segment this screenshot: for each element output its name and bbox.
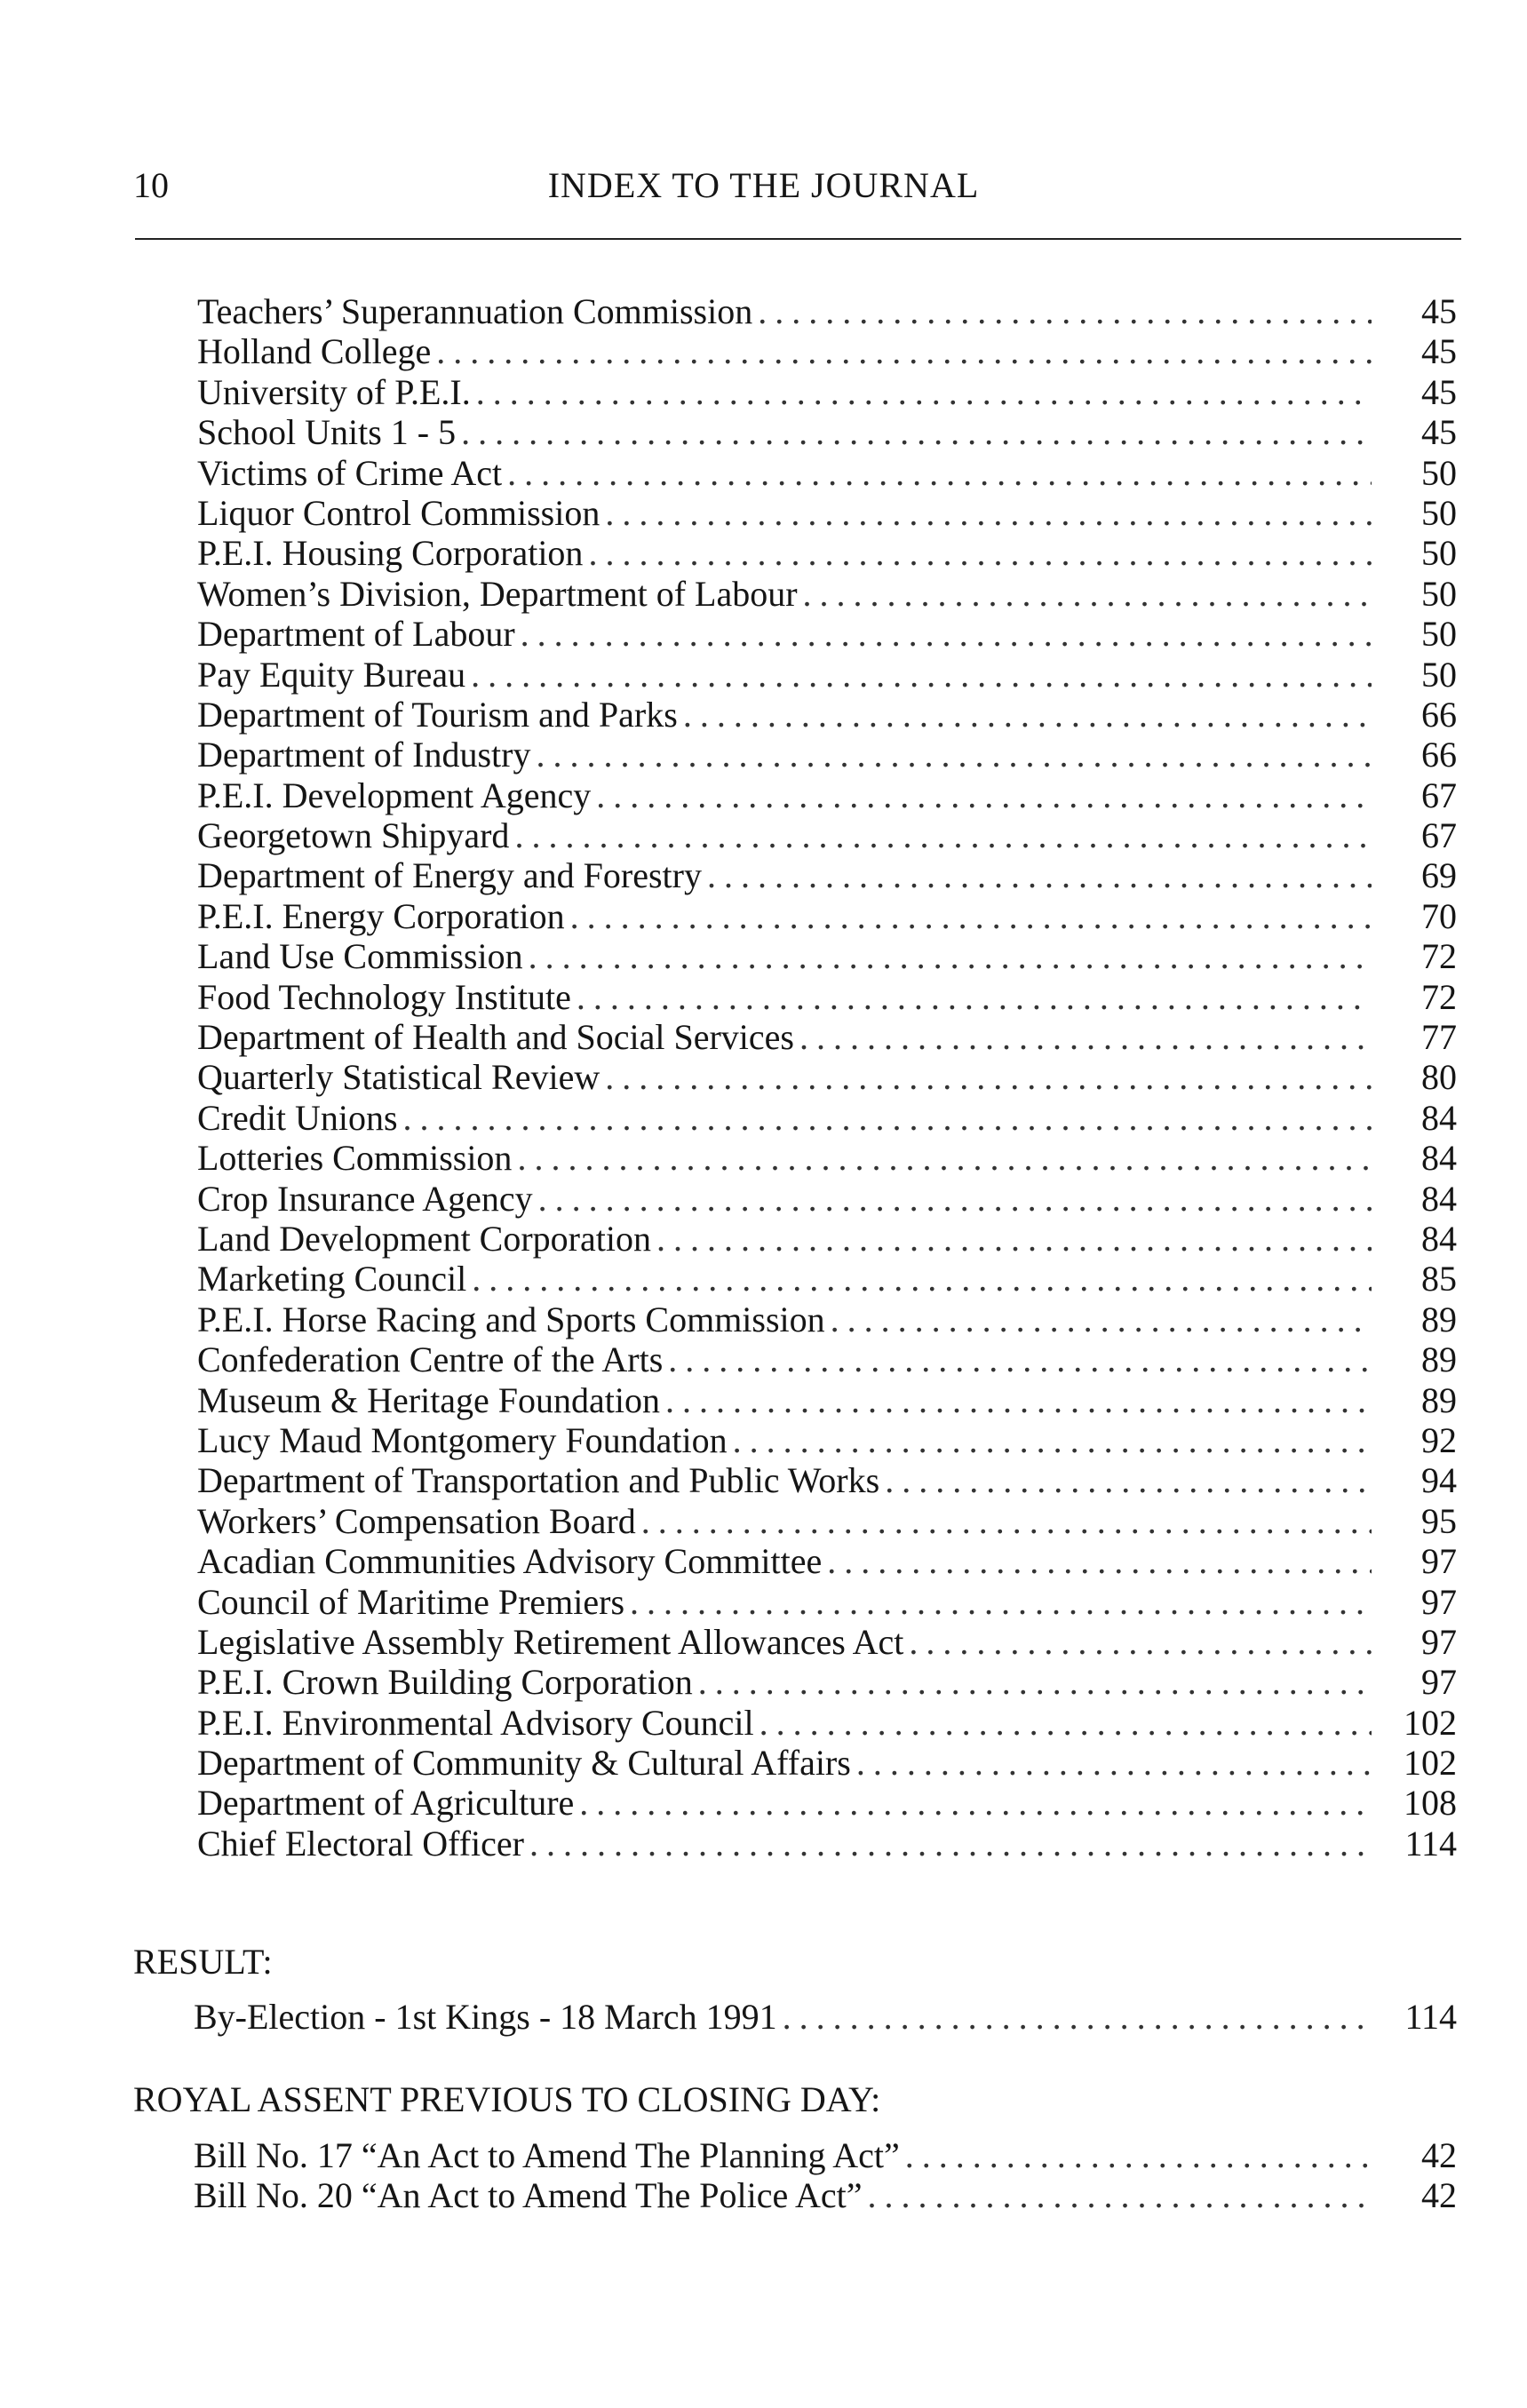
entry-page-number: 85 [1421, 1259, 1457, 1299]
entry-page-number: 50 [1421, 452, 1457, 493]
entry-label: Department of Transportation and Public Works [197, 1460, 880, 1501]
entry-label: Department of Energy and Forestry [197, 855, 702, 896]
dot-leader [476, 372, 1372, 412]
index-entry [197, 1057, 1457, 1097]
index-entry [197, 977, 1457, 1017]
index-entry [197, 1259, 1457, 1299]
entry-label: Department of Community & Cultural Affairs [197, 1743, 851, 1784]
index-entry [197, 1380, 1457, 1420]
entry-label: Victims of Crime Act [197, 452, 503, 493]
entry-page-number: 67 [1421, 775, 1457, 815]
index-entry [197, 614, 1457, 654]
dot-leader [630, 1582, 1372, 1622]
entry-page-number: 84 [1421, 1178, 1457, 1219]
entry-page-number: 102 [1404, 1743, 1457, 1784]
entry-label: Crop Insurance Agency [197, 1178, 533, 1219]
index-entry [197, 1622, 1457, 1662]
entry-page-number: 50 [1421, 533, 1457, 574]
index-entry [197, 493, 1457, 533]
dot-leader [596, 775, 1372, 815]
dot-leader [909, 1622, 1372, 1662]
dot-leader [707, 855, 1372, 895]
entry-label: P.E.I. Environmental Advisory Council [197, 1702, 754, 1743]
dot-leader [683, 695, 1372, 735]
dot-leader [733, 1420, 1372, 1460]
index-entry [197, 655, 1457, 695]
entry-label: Museum & Heritage Foundation [197, 1379, 661, 1420]
dot-leader [885, 1460, 1372, 1500]
index-entry [197, 695, 1457, 735]
entry-label: Georgetown Shipyard [197, 815, 510, 856]
entry-page-number: 114 [1404, 1823, 1457, 1864]
index-entry [197, 815, 1457, 855]
dot-leader [905, 2135, 1372, 2175]
entry-label: Pay Equity Bureau [197, 654, 466, 695]
entry-page-number: 45 [1421, 371, 1457, 412]
entry-label: P.E.I. Energy Corporation [197, 895, 565, 936]
index-entry [197, 331, 1457, 371]
entry-label: P.E.I. Crown Building Corporation [197, 1662, 693, 1703]
entry-page-number: 50 [1421, 654, 1457, 695]
entry-label: P.E.I. Development Agency [197, 775, 592, 815]
entry-page-number: 89 [1421, 1379, 1457, 1420]
entry-label: Confederation Centre of the Arts [197, 1339, 664, 1380]
entry-page-number: 69 [1421, 855, 1457, 896]
index-entry [197, 1662, 1457, 1702]
entry-page-number: 80 [1421, 1057, 1457, 1098]
entry-page-number: 66 [1421, 694, 1457, 735]
index-entry [197, 1017, 1457, 1057]
index-entry [197, 1179, 1457, 1219]
entry-label: Teachers’ Superannuation Commission [197, 291, 753, 331]
dot-leader [783, 1997, 1372, 2037]
entry-page-number: 50 [1421, 573, 1457, 614]
entry-page-number: 89 [1421, 1339, 1457, 1380]
entry-label: Department of Agriculture [197, 1783, 575, 1824]
dot-leader [605, 1057, 1372, 1097]
index-entry [197, 1501, 1457, 1541]
entry-page-number: 72 [1421, 936, 1457, 977]
dot-leader [656, 1219, 1372, 1259]
entry-label: Quarterly Statistical Review [197, 1057, 600, 1098]
index-entry [197, 735, 1457, 775]
index-entry [197, 896, 1457, 936]
entry-label: Holland College [197, 331, 432, 372]
entry-label: University of P.E.I. [197, 371, 471, 412]
dot-leader [831, 1299, 1372, 1339]
entry-label: Lotteries Commission [197, 1138, 513, 1179]
entry-label: Land Development Corporation [197, 1218, 651, 1259]
entry-page-number: 97 [1421, 1541, 1457, 1582]
index-entry [197, 574, 1457, 614]
entry-label: School Units 1 - 5 [197, 412, 457, 453]
entry-label: Women’s Division, Department of Labour [197, 573, 798, 614]
dot-leader [536, 735, 1372, 775]
entry-label: Department of Health and Social Services [197, 1017, 794, 1058]
entry-label: Bill No. 20 “An Act to Amend The Police Act” [194, 2175, 863, 2216]
index-entry [197, 1339, 1457, 1379]
entry-page-number: 42 [1421, 2135, 1457, 2175]
dot-leader [856, 1743, 1372, 1783]
index-entry [197, 1703, 1457, 1743]
entry-page-number: 66 [1421, 735, 1457, 775]
dot-leader [577, 977, 1372, 1017]
index-entry [194, 2135, 1457, 2175]
entry-label: Council of Maritime Premiers [197, 1581, 625, 1622]
entry-page-number: 95 [1421, 1500, 1457, 1541]
entry-page-number: 97 [1421, 1621, 1457, 1662]
index-entry [197, 372, 1457, 412]
entry-page-number: 77 [1421, 1017, 1457, 1058]
entry-page-number: 45 [1421, 412, 1457, 453]
entry-page-number: 42 [1421, 2175, 1457, 2216]
dot-leader [507, 453, 1372, 493]
entry-page-number: 102 [1404, 1702, 1457, 1743]
dot-leader [521, 614, 1372, 654]
index-entry [197, 412, 1457, 452]
dot-leader [579, 1783, 1372, 1823]
entry-page-number: 45 [1421, 331, 1457, 372]
entry-label: Credit Unions [197, 1097, 398, 1138]
entry-page-number: 114 [1404, 1997, 1457, 2037]
dot-leader [529, 1824, 1372, 1864]
royal-assent-heading: ROYAL ASSENT PREVIOUS TO CLOSING DAY: [133, 2079, 881, 2119]
entry-page-number: 97 [1421, 1581, 1457, 1622]
entry-page-number: 97 [1421, 1662, 1457, 1703]
dot-leader [517, 1138, 1372, 1178]
entry-label: By-Election - 1st Kings - 18 March 1991 [194, 1997, 777, 2037]
entry-page-number: 50 [1421, 614, 1457, 655]
entry-page-number: 84 [1421, 1138, 1457, 1179]
index-entry [197, 1138, 1457, 1178]
entry-label: Liquor Control Commission [197, 492, 600, 533]
entry-page-number: 45 [1421, 291, 1457, 331]
page-number: 10 [133, 165, 169, 205]
entry-label: P.E.I. Horse Racing and Sports Commission [197, 1299, 825, 1339]
index-entry-list [197, 291, 1457, 1864]
entry-label: Department of Labour [197, 614, 515, 655]
index-entry [197, 1299, 1457, 1339]
index-entry [197, 1541, 1457, 1581]
entry-page-number: 108 [1404, 1783, 1457, 1824]
entry-page-number: 67 [1421, 815, 1457, 856]
index-entry [194, 1997, 1457, 2037]
entry-label: Lucy Maud Montgomery Foundation [197, 1419, 728, 1460]
entry-page-number: 70 [1421, 895, 1457, 936]
index-entry [197, 1783, 1457, 1823]
entry-label: Department of Industry [197, 735, 531, 775]
index-entry [197, 775, 1457, 815]
index-entry [194, 2175, 1457, 2215]
index-entry [197, 1743, 1457, 1783]
header-rule [135, 238, 1461, 240]
dot-leader [760, 1703, 1372, 1743]
royal-assent-entry-list [194, 2135, 1457, 2216]
result-entry-list [194, 1997, 1457, 2037]
index-entry [197, 291, 1457, 331]
dot-leader [514, 815, 1372, 855]
entry-page-number: 72 [1421, 976, 1457, 1017]
dot-leader [403, 1098, 1372, 1138]
dot-leader [471, 655, 1372, 695]
entry-page-number: 50 [1421, 492, 1457, 533]
dot-leader [570, 896, 1372, 936]
entry-label: Workers’ Compensation Board [197, 1500, 636, 1541]
index-entry [197, 1098, 1457, 1138]
index-entry [197, 1219, 1457, 1259]
entry-page-number: 89 [1421, 1299, 1457, 1339]
entry-label: Marketing Council [197, 1259, 467, 1299]
dot-leader [803, 574, 1372, 614]
dot-leader [799, 1017, 1372, 1057]
dot-leader [472, 1259, 1372, 1299]
entry-page-number: 84 [1421, 1218, 1457, 1259]
dot-leader [868, 2175, 1372, 2215]
dot-leader [436, 331, 1372, 371]
entry-page-number: 94 [1421, 1460, 1457, 1501]
entry-label: Acadian Communities Advisory Committee [197, 1541, 823, 1582]
dot-leader [827, 1541, 1372, 1581]
entry-label: Legislative Assembly Retirement Allowances Act [197, 1621, 904, 1662]
index-entry [197, 855, 1457, 895]
entry-label: Department of Tourism and Parks [197, 694, 678, 735]
dot-leader [529, 936, 1372, 976]
entry-label: Food Technology Institute [197, 976, 571, 1017]
dot-leader [665, 1380, 1372, 1420]
index-entry [197, 453, 1457, 493]
entry-label: Bill No. 17 “An Act to Amend The Planning Act” [194, 2135, 900, 2175]
dot-leader [538, 1179, 1372, 1219]
entry-page-number: 92 [1421, 1419, 1457, 1460]
entry-label: Chief Electoral Officer [197, 1823, 524, 1864]
index-entry [197, 1824, 1457, 1864]
entry-label: Land Use Commission [197, 936, 523, 977]
index-entry [197, 1420, 1457, 1460]
dot-leader [605, 493, 1372, 533]
result-heading: RESULT: [133, 1942, 273, 1982]
dot-leader [641, 1501, 1372, 1541]
entry-label: P.E.I. Housing Corporation [197, 533, 584, 574]
entry-page-number: 84 [1421, 1097, 1457, 1138]
dot-leader [588, 533, 1372, 573]
index-entry [197, 533, 1457, 573]
dot-leader [698, 1662, 1372, 1702]
index-entry [197, 1460, 1457, 1500]
index-entry [197, 936, 1457, 976]
dot-leader [758, 291, 1372, 331]
dot-leader [668, 1339, 1372, 1379]
dot-leader [461, 412, 1372, 452]
running-head-title: INDEX TO THE JOURNAL [547, 165, 980, 205]
index-entry [197, 1582, 1457, 1622]
